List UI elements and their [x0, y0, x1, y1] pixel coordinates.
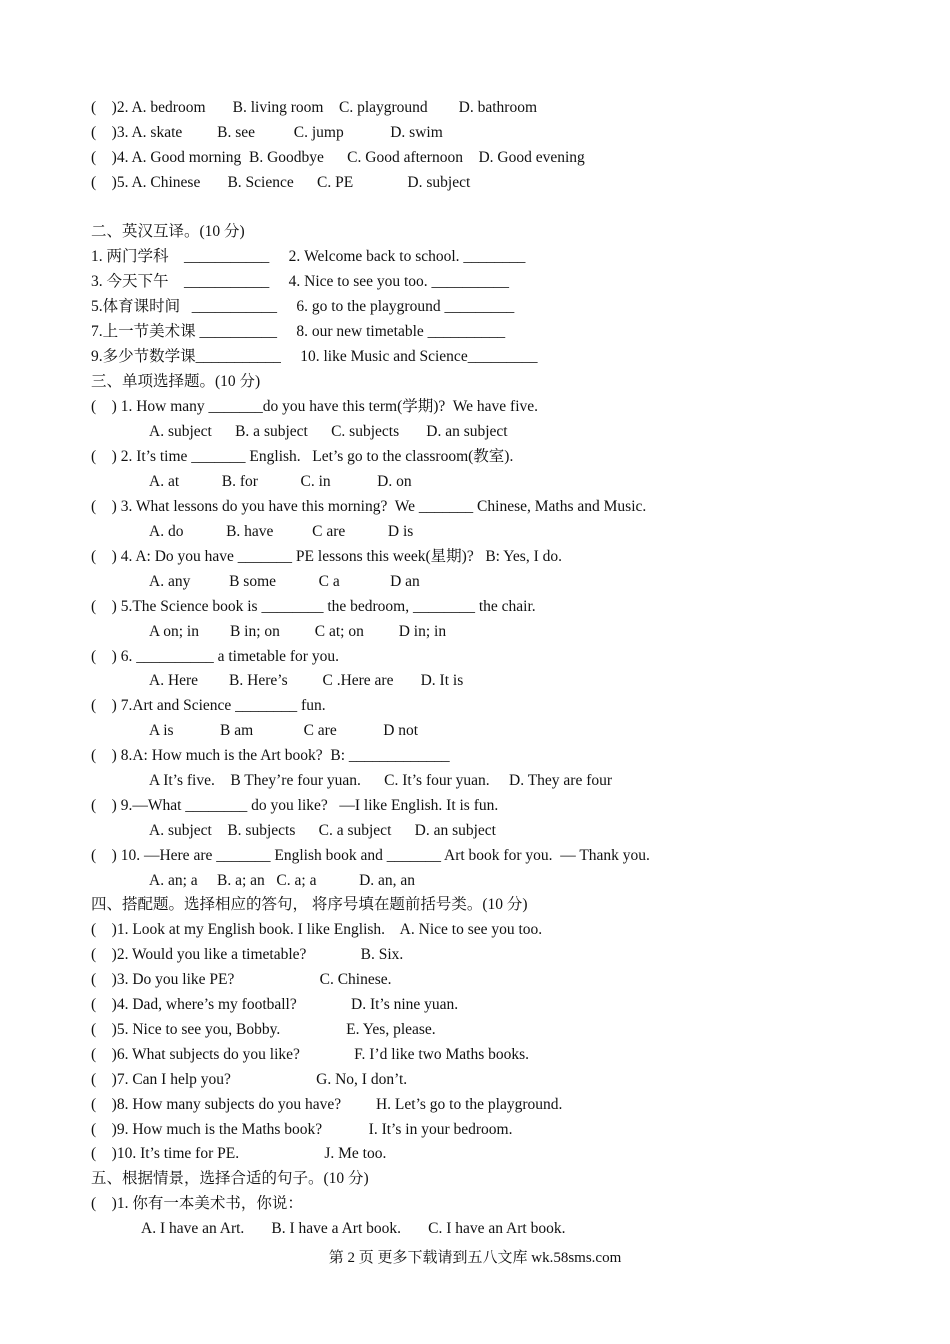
question-line: ( ) 5.The Science book is ________ the bedroom, ________ the chair. — [91, 598, 536, 615]
question-line: ( ) 6. __________ a timetable for you. — [91, 648, 339, 665]
options-line: A It’s five. B They’re four yuan. C. It’s four yuan. D. They are four — [149, 772, 613, 789]
options-line: A. at B. for C. in D. on — [149, 473, 412, 490]
translation-line: 3. 今天下午 ___________ 4. Nice to see you too. __________ — [91, 273, 510, 290]
question-line: ( )2. A. bedroom B. living room C. playground D. bathroom — [91, 99, 538, 116]
question-line: ( ) 9.—What ________ do you like? —I like English. It is fun. — [91, 797, 499, 814]
options-line: A. do B. have C are D is — [149, 523, 414, 540]
section-heading: 四、搭配题。选择相应的答句， 将序号填在题前括号类。(10 分) — [91, 896, 528, 913]
translation-line: 9.多少节数学课___________ 10. like Music and Science_________ — [91, 348, 538, 365]
section-heading: 五、根据情景，选择合适的句子。(10 分) — [91, 1170, 369, 1187]
options-line: A. an; a B. a; an C. a; a D. an, an — [149, 872, 416, 889]
question-line: ( ) 4. A: Do you have _______ PE lessons this week(星期)? B: Yes, I do. — [91, 548, 563, 565]
question-line: ( ) 2. It’s time _______ English. Let’s go to the classroom(教室). — [91, 448, 514, 465]
options-line: A. I have an Art. B. I have a Art book. C. I have an Art book. — [141, 1220, 566, 1237]
question-line: ( )1. 你有一本美术书，你说： — [91, 1195, 303, 1212]
question-line: ( ) 3. What lessons do you have this morning? We _______ Chinese, Maths and Music. — [91, 498, 647, 515]
section-heading: 二、英汉互译。(10 分) — [91, 223, 245, 240]
question-line: ( ) 8.A: How much is the Art book? B: _____________ — [91, 747, 450, 764]
question-line: ( ) 7.Art and Science ________ fun. — [91, 697, 326, 714]
matching-line: ( )6. What subjects do you like? F. I’d like two Maths books. — [91, 1046, 530, 1063]
question-line: ( )3. A. skate B. see C. jump D. swim — [91, 124, 443, 141]
matching-line: ( )5. Nice to see you, Bobby. E. Yes, please. — [91, 1021, 436, 1038]
matching-line: ( )7. Can I help you? G. No, I don’t. — [91, 1071, 408, 1088]
translation-line: 5.体育课时间 ___________ 6. go to the playground _________ — [91, 298, 515, 315]
page-footer: 第 2 页 更多下载请到五八文库 wk.58sms.com — [328, 1250, 622, 1266]
question-line: ( ) 1. How many _______do you have this term(学期)? We have five. — [91, 398, 539, 415]
options-line: A on; in B in; on C at; on D in; in — [149, 623, 447, 640]
matching-line: ( )10. It’s time for PE. J. Me too. — [91, 1145, 387, 1162]
translation-line: 1. 两门学科 ___________ 2. Welcome back to school. ________ — [91, 248, 526, 265]
section-heading: 三、单项选择题。(10 分) — [91, 373, 261, 390]
options-line: A. subject B. a subject C. subjects D. an subject — [149, 423, 508, 440]
matching-line: ( )4. Dad, where’s my football? D. It’s nine yuan. — [91, 996, 459, 1013]
matching-line: ( )8. How many subjects do you have? H. Let’s go to the playground. — [91, 1096, 563, 1113]
options-line: A is B am C are D not — [149, 722, 419, 739]
options-line: A. any B some C a D an — [149, 573, 420, 590]
matching-line: ( )2. Would you like a timetable? B. Six. — [91, 946, 404, 963]
translation-line: 7.上一节美术课 __________ 8. our new timetable __________ — [91, 323, 506, 340]
question-line: ( )5. A. Chinese B. Science C. PE D. subject — [91, 174, 471, 191]
question-line: ( )4. A. Good morning B. Goodbye C. Good afternoon D. Good evening — [91, 149, 585, 166]
question-line: ( ) 10. —Here are _______ English book and _______ Art book for you. — Thank you. — [91, 847, 650, 864]
matching-line: ( )3. Do you like PE? C. Chinese. — [91, 971, 392, 988]
options-line: A. Here B. Here’s C .Here are D. It is — [149, 672, 464, 689]
matching-line: ( )9. How much is the Maths book? I. It’s in your bedroom. — [91, 1121, 513, 1138]
matching-line: ( )1. Look at my English book. I like English. A. Nice to see you too. — [91, 921, 543, 938]
options-line: A. subject B. subjects C. a subject D. an subject — [149, 822, 496, 839]
